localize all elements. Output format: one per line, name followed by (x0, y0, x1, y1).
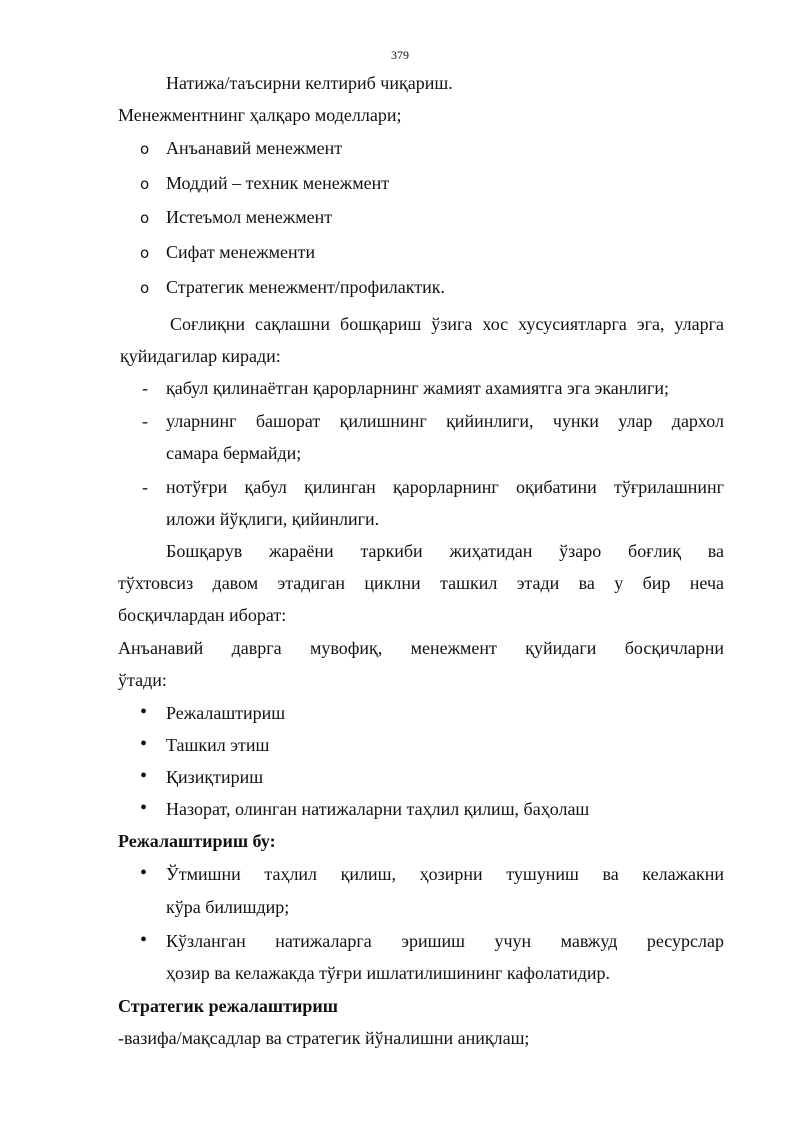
model-item: Анъанавий менежмент (166, 138, 343, 158)
stage-item: Режалаштириш (166, 703, 286, 723)
paragraph-1-line-1: Соғлиқни сақлашни бошқариш ўзига хос хусусиятларга эга, уларга (170, 314, 724, 334)
dash-item-cont: самара бермайди; (166, 443, 302, 463)
dash-bullet-icon: - (142, 477, 148, 497)
model-item: Моддий – техник менежмент (166, 173, 390, 193)
planning-heading: Режалаштириш бу: (118, 831, 276, 851)
circle-bullet-icon: o (140, 244, 150, 262)
dash-item: уларнинг башорат қилишнинг қийинлиги, чунки улар дархол (166, 411, 724, 431)
stage-item: Назорат, олинган натижаларни таҳлил қилиш, баҳолаш (166, 799, 590, 819)
paragraph-2-line-3: босқичлардан иборат: (118, 605, 287, 625)
bullet-icon: • (140, 701, 148, 723)
dash-item: қабул қилинаётган қарорларнинг жамият ахамиятга эга эканлиги; (166, 378, 670, 398)
model-item: Сифат менежменти (166, 242, 316, 262)
bullet-icon: • (140, 733, 148, 755)
paragraph-3-line-2: ўтади: (118, 670, 167, 690)
final-line: -вазифа/мақсадлар ва стратегик йўналишни аниқлаш; (118, 1028, 530, 1048)
circle-bullet-icon: o (140, 140, 150, 158)
paragraph-2-line-2: тўхтовсиз давом этадиган циклни ташкил этади ва у бир неча (118, 573, 724, 593)
planning-item: Кўзланган натижаларга эришиш учун мавжуд ресурслар (166, 931, 724, 951)
dash-bullet-icon: - (142, 411, 148, 431)
paragraph-1-line-2: қуйидагилар киради: (120, 346, 281, 366)
planning-item-cont: ҳозир ва келажакда тўғри ишлатилишининг кафолатидир. (166, 963, 611, 983)
model-item: Истеъмол менежмент (166, 207, 333, 227)
paragraph-3-line-1: Анъанавий даврга мувофиқ, менежмент қуйидаги босқичларни (118, 638, 724, 658)
paragraph-2-line-1: Бошқарув жараёни таркиби жиҳатидан ўзаро боғлиқ ва (166, 541, 724, 561)
circle-bullet-icon: o (140, 279, 150, 297)
planning-item: Ўтмишни таҳлил қилиш, ҳозирни тушуниш ва келажакни (166, 864, 724, 884)
strategic-heading: Стратегик режалаштириш (118, 996, 338, 1016)
intro-line-1: Натижа/таъсирни келтириб чиқариш. (166, 73, 453, 93)
bullet-icon: • (140, 862, 148, 884)
planning-item-cont: кўра билишдир; (166, 897, 290, 917)
stage-item: Қизиқтириш (166, 767, 264, 787)
circle-bullet-icon: o (140, 175, 150, 193)
dash-bullet-icon: - (142, 378, 148, 398)
circle-bullet-icon: o (140, 209, 150, 227)
page-number: 379 (391, 48, 409, 62)
intro-line-2: Менежментнинг ҳалқаро моделлари; (118, 105, 402, 125)
bullet-icon: • (140, 929, 148, 951)
dash-item: нотўғри қабул қилинган қарорларнинг оқибатини тўғрилашнинг (166, 477, 724, 497)
stage-item: Ташкил этиш (166, 735, 270, 755)
dash-item-cont: иложи йўқлиги, қийинлиги. (166, 509, 380, 529)
bullet-icon: • (140, 797, 148, 819)
bullet-icon: • (140, 765, 148, 787)
model-item: Стратегик менежмент/профилактик. (166, 277, 445, 297)
